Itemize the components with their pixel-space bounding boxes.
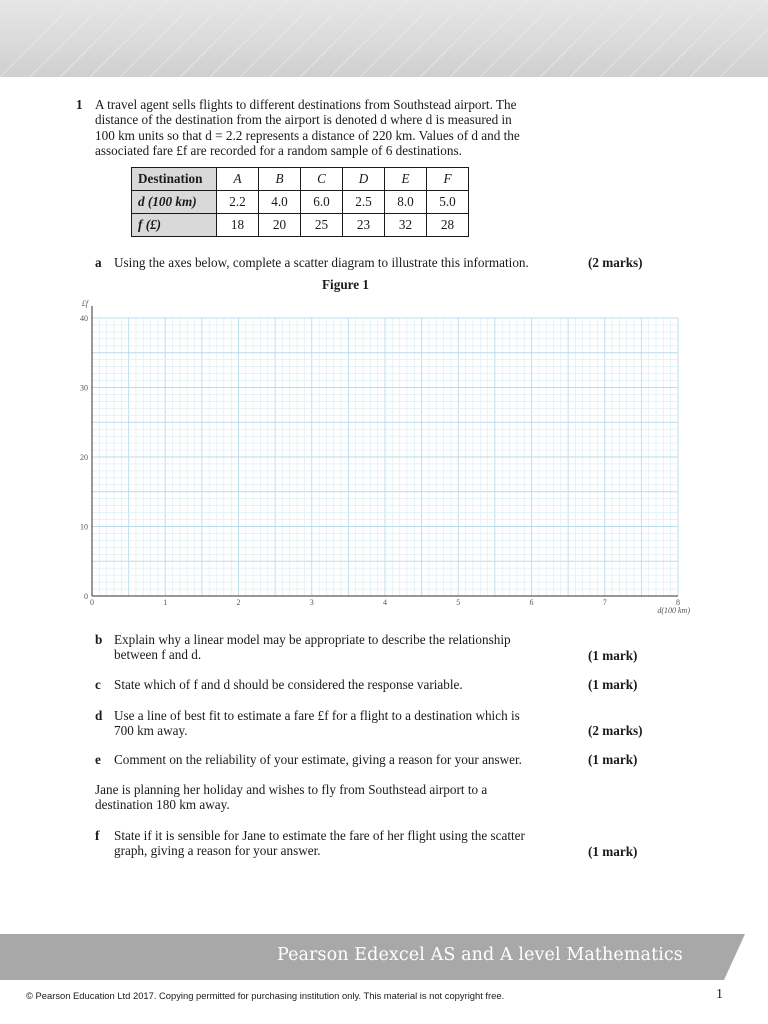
scatter-chart	[70, 298, 700, 627]
part-line: State if it is sensible for Jane to estimate the fare of her flight using the scatter	[114, 828, 525, 843]
context-line: Jane is planning her holiday and wishes to fly from Southstead airport to a	[95, 782, 488, 797]
part-text	[114, 828, 574, 859]
intro-line: A travel agent sells flights to different destinations from Southstead airport. The	[95, 97, 517, 112]
question-intro	[95, 97, 565, 158]
footer-title: Pearson Edexcel AS and A level Mathematics	[277, 945, 683, 965]
intro-line: distance of the destination from the airport is denoted d where d is measured in	[95, 112, 512, 128]
marks-text: (2 marks)	[588, 255, 643, 270]
part-text: State which of f and d should be considered the response variable.	[114, 677, 463, 692]
intro-line: 100 km units so that d = 2.2 represents a distance of 220 km. Values of d and the	[95, 127, 520, 143]
table-cell: 2.5	[343, 191, 385, 214]
x-tick-label: 1	[163, 598, 168, 607]
y-axis-label: £f	[81, 299, 88, 308]
y-tick-label: 0	[84, 592, 88, 601]
row-label-f-text: f (£)	[138, 217, 162, 232]
part-line: 700 km away.	[114, 723, 188, 739]
header-band	[0, 0, 768, 77]
table-cell: 25	[301, 214, 343, 237]
row-label-d	[132, 191, 217, 214]
table-header-row	[132, 168, 469, 191]
jane-context	[95, 782, 575, 814]
table-col-header: B	[259, 168, 301, 191]
marks-text: (1 mark)	[588, 752, 638, 767]
part-line: between f and d.	[114, 647, 202, 663]
part-text: Using the axes below, complete a scatter diagram to illustrate this information.	[114, 255, 529, 270]
x-tick-label: 8	[676, 598, 680, 607]
part-c	[95, 677, 575, 693]
marks-text: (1 mark)	[588, 677, 638, 692]
y-tick-label: 10	[80, 522, 88, 532]
question-number: 1	[76, 97, 83, 112]
part-label: b	[95, 632, 103, 647]
table-cell: 8.0	[385, 191, 427, 214]
x-tick-label: 6	[529, 598, 534, 607]
marks-text: (2 marks)	[588, 723, 643, 738]
table-col-header: F	[427, 168, 469, 191]
marks-b	[588, 648, 637, 664]
x-axis-label: d(100 km)	[657, 606, 690, 615]
marks-a	[588, 255, 643, 271]
x-tick-label: 3	[309, 598, 314, 607]
part-b	[95, 632, 575, 664]
table-col-header: C	[301, 168, 343, 191]
x-tick-label: 5	[456, 598, 461, 607]
intro-line: associated fare £f are recorded for a random sample of 6 destinations.	[95, 142, 462, 158]
chart-svg	[70, 298, 700, 622]
table-row-d	[132, 191, 469, 214]
part-line: Use a line of best fit to estimate a fare £f for a flight to a destination which is	[114, 708, 520, 723]
part-line: Explain why a linear model may be appropriate to describe the relationship	[114, 632, 511, 647]
table-cell: 5.0	[427, 191, 469, 214]
marks-f	[588, 844, 637, 860]
table-cell: 20	[259, 214, 301, 237]
page-number: 1	[716, 987, 723, 1002]
marks-c	[588, 677, 637, 693]
marks-text: (1 mark)	[588, 844, 638, 859]
part-label: e	[95, 752, 101, 767]
row-label-d-text: d (100 km)	[138, 194, 197, 209]
part-label: c	[95, 677, 101, 692]
row-label-f	[132, 214, 217, 237]
x-tick-label: 0	[90, 598, 94, 607]
part-label: a	[95, 255, 102, 270]
data-table	[131, 167, 469, 237]
marks-d	[588, 723, 643, 739]
table-cell: 2.2	[217, 191, 259, 214]
y-tick-label: 40	[80, 314, 88, 323]
marks-text: (1 mark)	[588, 648, 638, 663]
table-cell: 23	[343, 214, 385, 237]
part-label: d	[95, 708, 103, 723]
part-text	[114, 632, 574, 663]
x-tick-label: 7	[602, 598, 607, 607]
table-col-header: D	[343, 168, 385, 191]
x-tick-label: 4	[383, 598, 387, 607]
part-text	[114, 708, 574, 739]
table-cell: 6.0	[301, 191, 343, 214]
table-header-label: Destination	[132, 168, 217, 191]
part-text: Comment on the reliability of your estimate, giving a reason for your answer.	[114, 752, 522, 767]
figure-title: Figure 1	[322, 277, 370, 292]
part-f	[95, 828, 575, 860]
y-tick-label: 20	[80, 453, 88, 462]
table-col-header: E	[385, 168, 427, 191]
table-cell: 18	[217, 214, 259, 237]
x-tick-label: 2	[236, 598, 241, 607]
part-a	[95, 255, 575, 271]
y-tick-label: 30	[80, 383, 88, 393]
part-line: graph, giving a reason for your answer.	[114, 843, 321, 859]
table-cell: 28	[427, 214, 469, 237]
part-d	[95, 708, 575, 740]
table-cell: 4.0	[259, 191, 301, 214]
copyright-notice: © Pearson Education Ltd 2017. Copying permitted for purchasing institution only. This material is not copyright free.	[26, 990, 505, 1001]
part-label: f	[95, 828, 100, 843]
table-col-header: A	[217, 168, 259, 191]
header-stripes	[0, 0, 768, 77]
table-cell: 32	[385, 214, 427, 237]
part-e	[95, 752, 575, 768]
context-line: destination 180 km away.	[95, 797, 230, 813]
marks-e	[588, 752, 637, 768]
table-row-f	[132, 214, 469, 237]
